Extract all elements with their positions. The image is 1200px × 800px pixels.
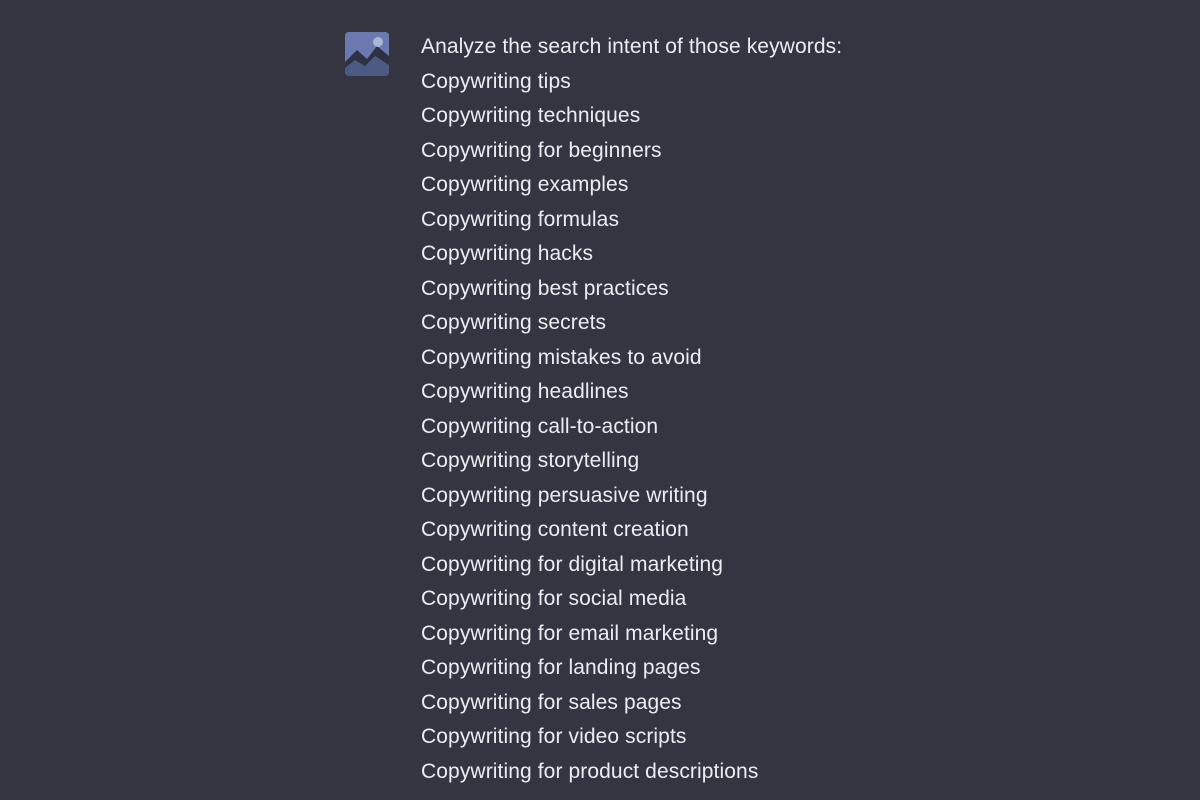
list-item: Copywriting storytelling — [421, 449, 640, 472]
prompt-text: Analyze the search intent of those keywords: — [421, 35, 843, 58]
message-content — [421, 30, 842, 789]
list-item: Copywriting best practices — [421, 276, 669, 300]
list-item: Copywriting examples — [421, 173, 629, 196]
list-item: Copywriting for beginners — [421, 138, 662, 162]
list-item: Copywriting call-to-action — [421, 414, 659, 438]
list-item: Copywriting for digital marketing — [421, 552, 724, 576]
list-item: Copywriting for email marketing — [421, 621, 719, 645]
list-item: Copywriting formulas — [421, 207, 620, 231]
list-item: Copywriting for social media — [421, 587, 687, 610]
list-item: Copywriting persuasive writing — [421, 483, 708, 507]
keyword-list — [421, 65, 842, 790]
list-item: Copywriting for landing pages — [421, 656, 701, 679]
list-item: Copywriting hacks — [421, 242, 594, 265]
list-item: Copywriting headlines — [421, 380, 629, 403]
list-item: Copywriting techniques — [421, 104, 641, 127]
list-item: Copywriting for sales pages — [421, 690, 682, 714]
list-item: Copywriting for video scripts — [421, 725, 687, 748]
user-avatar-image — [345, 32, 389, 76]
list-item: Copywriting tips — [421, 69, 571, 93]
list-item: Copywriting secrets — [421, 311, 607, 334]
list-item: Copywriting mistakes to avoid — [421, 345, 702, 369]
list-item: Copywriting content creation — [421, 518, 689, 541]
user-avatar — [345, 32, 389, 76]
list-item: Copywriting for product descriptions — [421, 759, 759, 783]
